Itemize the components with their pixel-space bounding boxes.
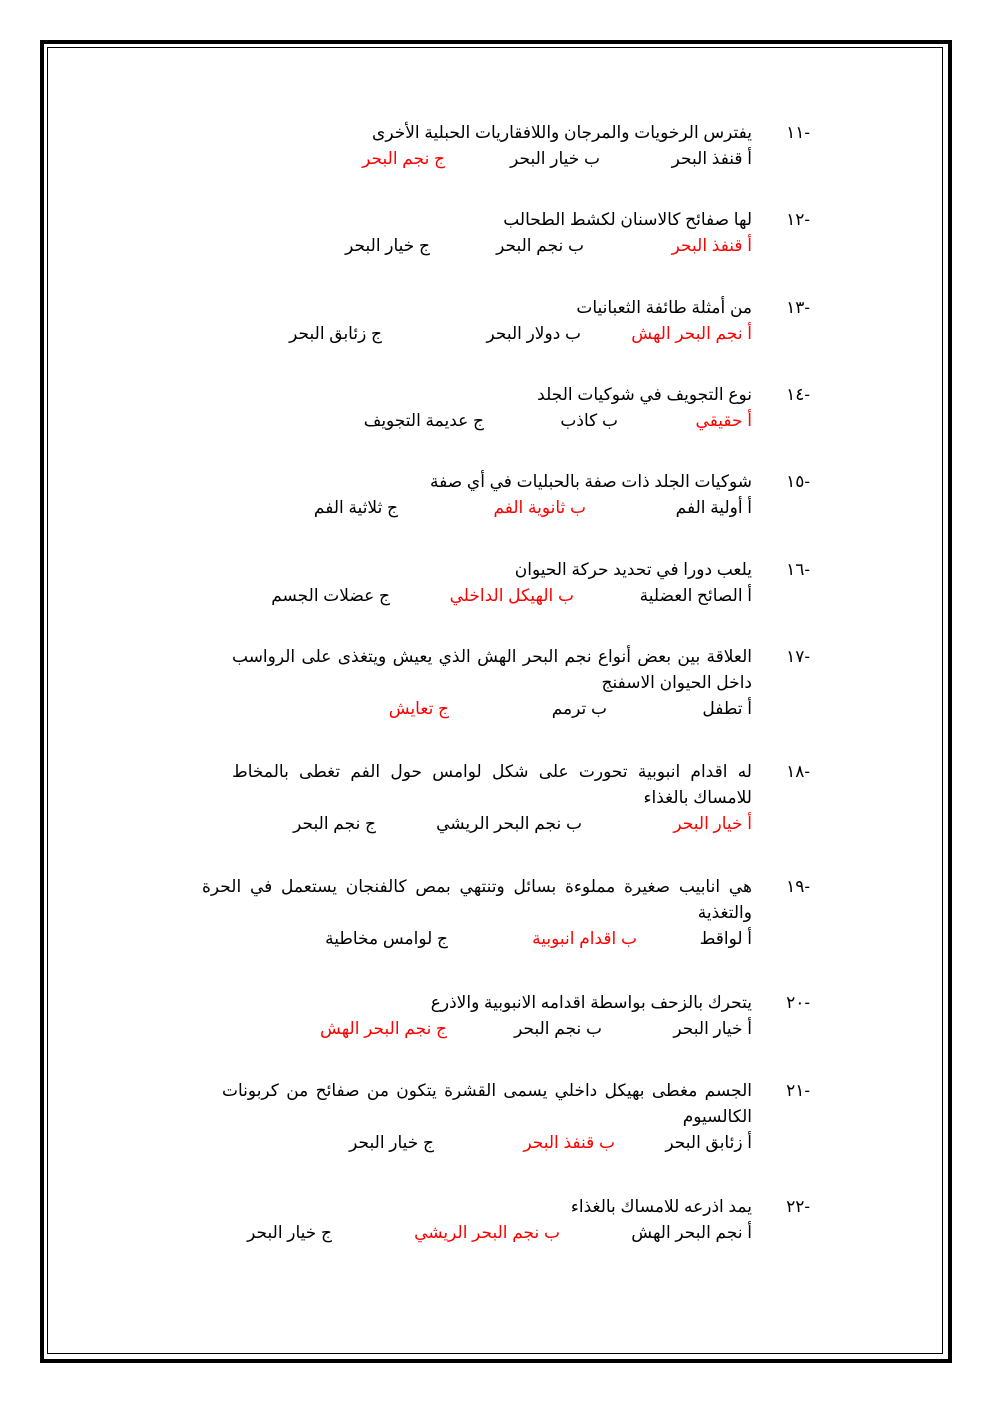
options-row xyxy=(232,811,752,837)
options-row xyxy=(312,233,752,259)
options-row xyxy=(232,1220,752,1246)
question-16 xyxy=(271,557,810,609)
question-text: شوكيات الجلد ذات صفة بالحبليات في أي صفة xyxy=(430,472,752,491)
option-b: ب نجم البحر الريشي xyxy=(436,814,582,833)
options-row xyxy=(312,495,752,521)
question-text: من أمثلة طائفة الثعبانيات xyxy=(576,298,752,317)
question-14 xyxy=(312,382,810,434)
question-text: يلعب دورا في تحديد حركة الحيوان xyxy=(514,560,752,579)
option-b: ب كاذب xyxy=(560,411,618,430)
question-text: الجسم مغطى بهيكل داخلي يسمى القشرة يتكون من صفائح من كربونات الكالسيوم xyxy=(222,1081,752,1126)
option-a: أ زئابق البحر xyxy=(665,1133,752,1152)
question-15 xyxy=(312,469,810,521)
question-20 xyxy=(312,990,810,1042)
question-number: -١٧ xyxy=(786,647,810,666)
option-a: أ نجم البحر الهش xyxy=(631,1223,752,1242)
question-number: -١٥ xyxy=(786,472,810,491)
option-a-answer: أ نجم البحر الهش xyxy=(631,324,752,343)
question-text: نوع التجويف في شوكيات الجلد xyxy=(537,385,752,404)
option-b-answer: ب اقدام انبوبية xyxy=(532,929,637,948)
option-b-answer: ب الهيكل الداخلي xyxy=(449,586,574,605)
question-text: يتحرك بالزحف بواسطة اقدامه الانبوبية والاذرع xyxy=(430,993,752,1012)
question-number: -١٤ xyxy=(786,385,810,404)
option-b-answer: ب ثانوية الفم xyxy=(493,498,586,517)
options-row xyxy=(271,583,752,609)
question-text: هي انابيب صغيرة مملوءة بسائل وتنتهي بمص كالفنجان يستعمل في الحرة والتغذية xyxy=(202,877,752,922)
option-b-answer: ب نجم البحر الريشي xyxy=(414,1223,560,1242)
option-a-answer: أ قنفذ البحر xyxy=(671,236,752,255)
question-number: -١٢ xyxy=(786,210,810,229)
options-row xyxy=(289,321,752,347)
option-b: ب خيار البحر xyxy=(510,149,600,168)
option-c-answer: ج نجم البحر الهش xyxy=(320,1019,447,1038)
option-a-answer: أ خيار البحر xyxy=(673,814,752,833)
option-a: أ الصائح العضلية xyxy=(639,586,752,605)
option-c: ج خيار البحر xyxy=(247,1223,332,1242)
option-a: أ أولية الفم xyxy=(675,498,752,517)
option-c-answer: ج نجم البحر xyxy=(362,149,445,168)
question-number: -٢٢ xyxy=(786,1197,810,1216)
option-c: ج نجم البحر xyxy=(293,814,376,833)
option-a: أ قنفذ البحر xyxy=(671,149,752,168)
question-text: العلاقة بين بعض أنواع نجم البحر الهش الذي يعيش ويتغذى على الرواسب داخل الحيوان الاسفنج xyxy=(232,647,752,692)
question-number: -١٨ xyxy=(786,762,810,781)
option-c: ج خيار البحر xyxy=(349,1133,434,1152)
option-b: ب ترمم xyxy=(551,699,607,718)
option-c: ج زئابق البحر xyxy=(289,324,382,343)
option-c: ج عضلات الجسم xyxy=(271,586,390,605)
question-17 xyxy=(232,644,810,722)
question-number: -١٦ xyxy=(786,560,810,579)
question-18 xyxy=(232,759,810,837)
question-number: -٢٠ xyxy=(786,993,810,1012)
question-text: له اقدام انبوبية تحورت على شكل لوامس حول الفم تغطى بالمخاط للامساك بالغذاء xyxy=(232,762,752,807)
question-number: -١١ xyxy=(786,123,810,142)
option-a: أ لواقط xyxy=(699,929,752,948)
question-text: يفترس الرخويات والمرجان واللافقاريات الحبلية الأخرى xyxy=(372,123,752,142)
option-b-answer: ب قنفذ البحر xyxy=(523,1133,615,1152)
option-b: ب نجم البحر xyxy=(514,1019,602,1038)
question-19 xyxy=(202,874,810,952)
question-number: -١٩ xyxy=(786,877,810,896)
options-row xyxy=(312,146,752,172)
question-13 xyxy=(289,295,810,347)
question-21 xyxy=(222,1078,810,1156)
question-11 xyxy=(312,120,810,172)
options-row xyxy=(232,696,752,722)
question-number: -٢١ xyxy=(786,1081,810,1100)
option-a: أ تطفل xyxy=(702,699,752,718)
option-c: ج لوامس مخاطية xyxy=(325,929,448,948)
option-a: أ خيار البحر xyxy=(673,1019,752,1038)
options-row xyxy=(202,926,752,952)
option-c: ج خيار البحر xyxy=(345,236,430,255)
option-c-answer: ج تعايش xyxy=(388,699,449,718)
question-22 xyxy=(232,1194,810,1246)
options-row xyxy=(312,1016,752,1042)
option-b: ب نجم البحر xyxy=(496,236,584,255)
question-number: -١٣ xyxy=(786,298,810,317)
option-a-answer: أ حقيقي xyxy=(695,411,752,430)
option-c: ج عديمة التجويف xyxy=(363,411,484,430)
options-row xyxy=(222,1130,752,1156)
question-text: يمد اذرعه للامساك بالغذاء xyxy=(570,1197,752,1216)
option-c: ج ثلاثية الفم xyxy=(313,498,398,517)
question-12 xyxy=(312,207,810,259)
option-b: ب دولار البحر xyxy=(486,324,581,343)
options-row xyxy=(312,408,752,434)
question-text: لها صفائح كالاسنان لكشط الطحالب xyxy=(503,210,752,229)
